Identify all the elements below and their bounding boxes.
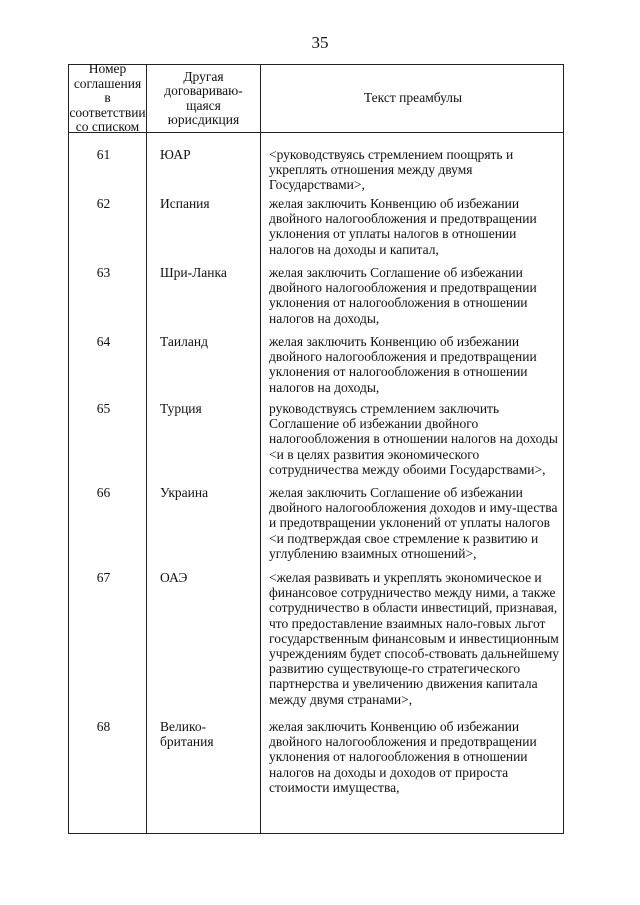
preamble-table [68,61,564,834]
row-jurisdiction: Таиланд [160,334,208,349]
column-divider [146,65,147,833]
row-preamble: руководствуясь стремлением заключить Соглашение об избежании двойного налогообложения в отношении налогов на доходы <и в целях развития экономического сотрудничества между обоими Государствами>, [269,401,558,477]
row-number: 65 [96,401,111,416]
row-jurisdiction: Украина [160,485,209,500]
row-number: 66 [96,485,111,500]
column-divider [260,65,261,833]
header-other-jurisdiction: Другая договариваю- щаяся юрисдикция [164,68,243,127]
row-preamble: желая заключить Соглашение об избежании двойного налогообложения доходов и иму-щества и предотвращении уклонений от уплаты налогов <и подтверждая свое стремление к развитию и углублению взаимных отношений>, [269,485,558,561]
row-preamble: <руководствуясь стремлением поощрять и укреплять отношения между двумя Государствами>, [269,147,514,193]
row-preamble: желая заключить Конвенцию об избежании двойного налогообложения и предотвращении уклонения от уплаты налогов в отношении налогов на доходы и капитал, [269,196,537,257]
row-preamble: желая заключить Конвенцию об избежании двойного налогообложения и предотвращении уклонения от налогообложения в отношении налогов на доходы, [269,334,537,395]
row-jurisdiction: ЮАР [160,147,191,162]
row-preamble: желая заключить Соглашение об избежании двойного налогообложения и предотвращении уклонения от налогообложения в отношении налогов на доходы, [269,265,537,326]
row-number: 61 [96,147,111,162]
page-number: 35 [311,33,329,52]
row-number: 68 [96,719,111,734]
row-number: 62 [96,196,111,211]
row-jurisdiction: Велико- британия [160,719,214,750]
row-jurisdiction: Испания [160,196,210,211]
row-jurisdiction: ОАЭ [160,570,188,585]
row-preamble: <желая развивать и укреплять экономическое и финансовое сотрудничество между ними, а также сотрудничество в области инвестиций, признавая, что предоставление взаимных нало-говых льгот государственным финансовым и инвестиционным учреждениям будет способ-ствовать дальнейшему развитию существующе-го стратегического партнерства и увеличению движения капитала между двумя странами>, [269,570,560,707]
row-preamble: желая заключить Конвенцию об избежании двойного налогообложения и предотвращении уклонения от налогообложения в отношении налогов на доходы и доходов от прироста стоимости имущества, [269,719,537,795]
row-number: 63 [96,265,111,280]
row-number: 67 [96,570,111,585]
row-jurisdiction: Шри-Ланка [160,265,227,280]
row-number: 64 [96,334,111,349]
header-preamble-text: Текст преамбулы [363,90,463,106]
header-agreement-number: Номер соглашения в соответствии со списком [69,61,146,135]
row-jurisdiction: Турция [160,401,202,416]
